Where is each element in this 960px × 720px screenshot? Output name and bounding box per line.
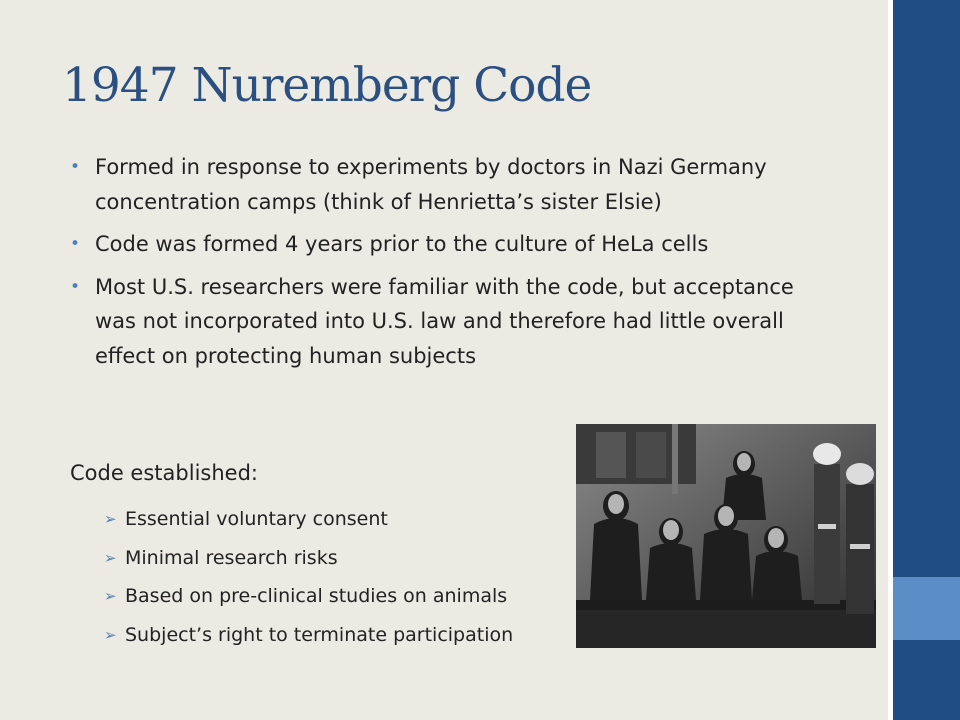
slide-title: 1947 Nuremberg Code	[62, 58, 592, 113]
bullet-list	[70, 150, 830, 381]
criteria-text: Minimal research risks	[125, 546, 338, 569]
criteria-list	[104, 500, 574, 654]
bullet-dot-icon: •	[70, 234, 81, 254]
criteria-item	[104, 539, 574, 578]
nuremberg-trial-photo	[576, 424, 876, 648]
criteria-item	[104, 616, 574, 655]
bullet-dot-icon: •	[70, 276, 81, 297]
code-established-heading: Code established:	[70, 461, 258, 485]
arrow-bullet-icon: ➢	[104, 587, 117, 605]
criteria-text: Essential voluntary consent	[125, 508, 388, 530]
arrow-bullet-icon: ➢	[104, 548, 117, 567]
criteria-item	[104, 577, 574, 616]
arrow-bullet-icon: ➢	[104, 510, 117, 528]
bullet-text: Code was formed 4 years prior to the culture of HeLa cells	[95, 232, 709, 256]
bullet-item	[70, 227, 830, 262]
bullet-dot-icon: •	[70, 157, 81, 177]
bullet-text: Most U.S. researchers were familiar with the code, but acceptance was not incorporated into U.S. law and therefore had little overall effect on protecting human subjects	[95, 274, 794, 368]
bullet-item	[70, 150, 830, 219]
bullet-item	[70, 270, 830, 374]
criteria-item	[104, 500, 574, 539]
arrow-bullet-icon: ➢	[104, 625, 117, 644]
criteria-text: Subject’s right to terminate participation	[125, 623, 514, 646]
side-band-highlight	[893, 577, 960, 640]
bullet-text: Formed in response to experiments by doctors in Nazi Germany concentration camps (think of Henrietta’s sister Elsie)	[95, 155, 767, 214]
criteria-text: Based on pre-clinical studies on animals	[125, 585, 508, 607]
side-accent-band	[888, 0, 960, 720]
